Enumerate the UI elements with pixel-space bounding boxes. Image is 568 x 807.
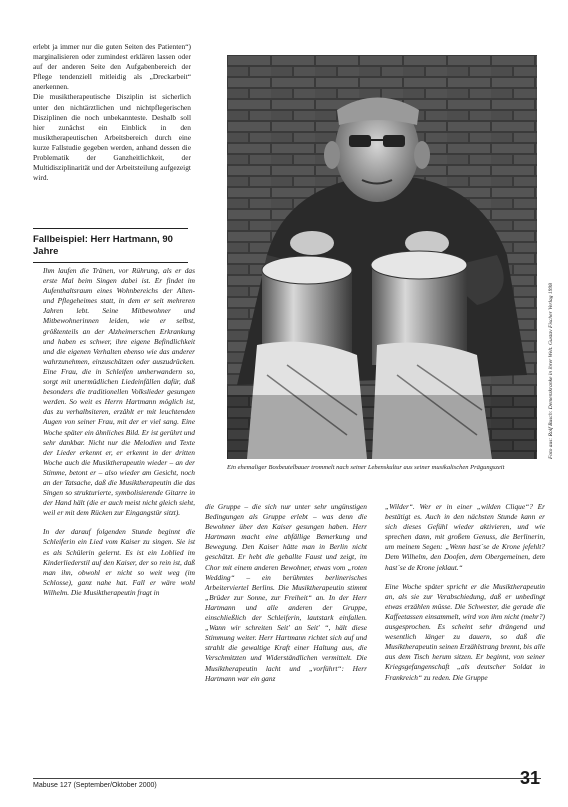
middle-column-text [205,502,367,693]
section-heading: Fallbeispiel: Herr Hartmann, 90 Jahre [33,234,173,257]
section-rule-top [33,228,188,229]
right-column-text [385,502,545,692]
photo-drummer [227,55,537,459]
mid-paragraph: die Gruppe – die sich nur unter sehr ungünstigen Bedingungen als Gruppe erlebt – was denn die Bewohner über den Kaiser gesungen haben. Herr Hartmann macht eine abfällige Bemerkung und Bewegung. Den Kaiser hätte man in Berlin nicht geschätzt. Er hebt die geballte Faust und zeigt, im Chor mit einem anderen Bewohner, etwas vom „roten Wedding“ – ein berühmtes berlinerisches Arbeiterviertel Berlins. Die Musiktherapeutin stimmt „Brüder zur Sonne, zur Freiheit“ an. In der Herr Hartmann und alle anderen der Gruppe, einschließlich der Schleiferin, lautstark einfallen. „Wann wir schreiten Seit' an Seit' “, hält diese Stimmung weiter. Herr Hartmann richtet sich auf und strahlt die gewaltige Kraft einer Haltung aus, die Verschmitzten und Widerständlichen vermittelt. Die Musiktherapeutin lacht und „vorführt“: Herr Hartmann war ein ganz [205,502,367,683]
case-study-text [43,266,195,607]
footer-rule [33,778,541,779]
intro-paragraph: Die musiktherapeutische Disziplin ist sicherlich unter den nichtärztlichen und nichtpflegerischen Disziplinen die noch unbekannteste. Deshalb soll hier zunächst ein Einblick in den musiktherapeutischen Arbeitsbereich durch eine kurze Fallstudie gegeben werden, anhand dessen die Problematik der Ganzheitlichkeit, der Multidisziplinarität und der Arbeitsteilung aufgezeigt wird. [33,92,191,183]
intro-paragraph: erlebt ja immer nur die guten Seiten des Patienten“) marginalisieren oder zumindest erklären lassen oder auf der anderen Seite den Aufgabenbereich der Pflege tendenziell mitleidig als „Dreckarbeit“ anerkennen. [33,42,191,92]
case-paragraph: Ihm laufen die Tränen, vor Rührung, als er das erste Mal beim Singen dabei ist. Er findet im Aufenthaltsraum eines Wohnbereichs der Alten- und Pflegeheimes statt, in dem er seit mehreren Jahren lebt. Seine Mitbewohner und Mitbewohnerinnen leiden, wie er selbst, größtenteils an der Alzheimerschen Erkrankung und haben es schwer, ihre eigene Befindlichkeit und die eigenen Verhalten ebenso wie das anderer wahrzunehmen, einzuschätzen oder auszudrücken. Eine Frau, die in Schleifen umherwandern so, sorgt mit unermüdlichen Liedeinfällen dafür, daß besonders die traditionellen Volkslieder gesungen werden. So weit es Herrn Hartmann möglich ist, das zu verhalbsiteren, erzählt er mit leuchtenden Augen von seiner Frau, mit der er viel sang. Eine Woche später ein ähnliches Bild. Er ist gerührt und sehr dankbar. Nicht nur die Melodien und Texte der Lieder erkennt er, er erkennt in der dritten Woche auch die Musiktherapeutin wieder – an der Stimme, betont er – also wieder am Gesicht, noch an der Tatsache, daß die Musiktherapeutin die das Singen so strukturierte, symbolisierende Gitarre in der Hand hält (die er auch meist nicht gleich sieht, weil er mit dem Rücken zur Eingangstür sitzt). [43,266,195,518]
photo-credit [538,55,554,459]
right-paragraph: „Wilder“. Wer er in einer „wilden Clique“? Er bestätigt es. Auch in den nächsten Stunde kann er sich dieses Gefühl wieder aktivieren, und wie sprechen dann, mit großem Genuss, die Berlinerin, um meinem Segen: „Wenn hast´se de Krone jefehlt? Dem Wilhelm, den Doofen, dem Obergemeinen, dem hast´se de Krone jeklaut.“ [385,502,545,572]
photo-caption: Ein ehemaliger Boxbeutelbauer trommelt nach seiner Lebenskultur aus seiner musikalischen Prägungszeit [227,464,505,471]
page-number: 31 [520,768,541,788]
photo-credit-text: Foto aus: Rolf Busch: Demenzkranke in ihrer Welt. Gustav Fischer Verlag 1998 [548,283,554,459]
intro-text [33,42,191,183]
case-paragraph: In der darauf folgenden Stunde beginnt die Schleiferin ein Lied vom Kaiser zu singen. Sie ist es als Schülerin gelernt. Es ist ein Loblied im Kinderliederstil auf den Kaiser, der so rein ist, daß man ihn, obwohl er nicht so weit weg (im Schlosse), ganz nahe hat. Fall er wäre wohl Wilhelm. Die Musiktherapeutin fragt in [43,527,195,597]
section-rule-bottom [33,262,188,263]
right-paragraph: Eine Woche später spricht er die Musiktherapeutin an, als sie zur Verabschiedung, daß er unbedingt etwas erzählen müsse. Die Schwester, die gerade die Kaffeetassen einsammelt, wird von ihm nicht (mehr?) ausgesprochen. Es scheint sehr drängend und wesentlich länger zu dauern, so daß die Musiktherapeutin seinen Erzählstrang brennt, bis alle aus dem Tisch herum sitzen. Er beginnt, von seiner Kriegsgefangenschaft „als deutscher Soldat in Frankreich“ zu reden. Die Gruppe [385,581,545,682]
footer-citation: Mabuse 127 (September/Oktober 2000) [33,782,157,789]
